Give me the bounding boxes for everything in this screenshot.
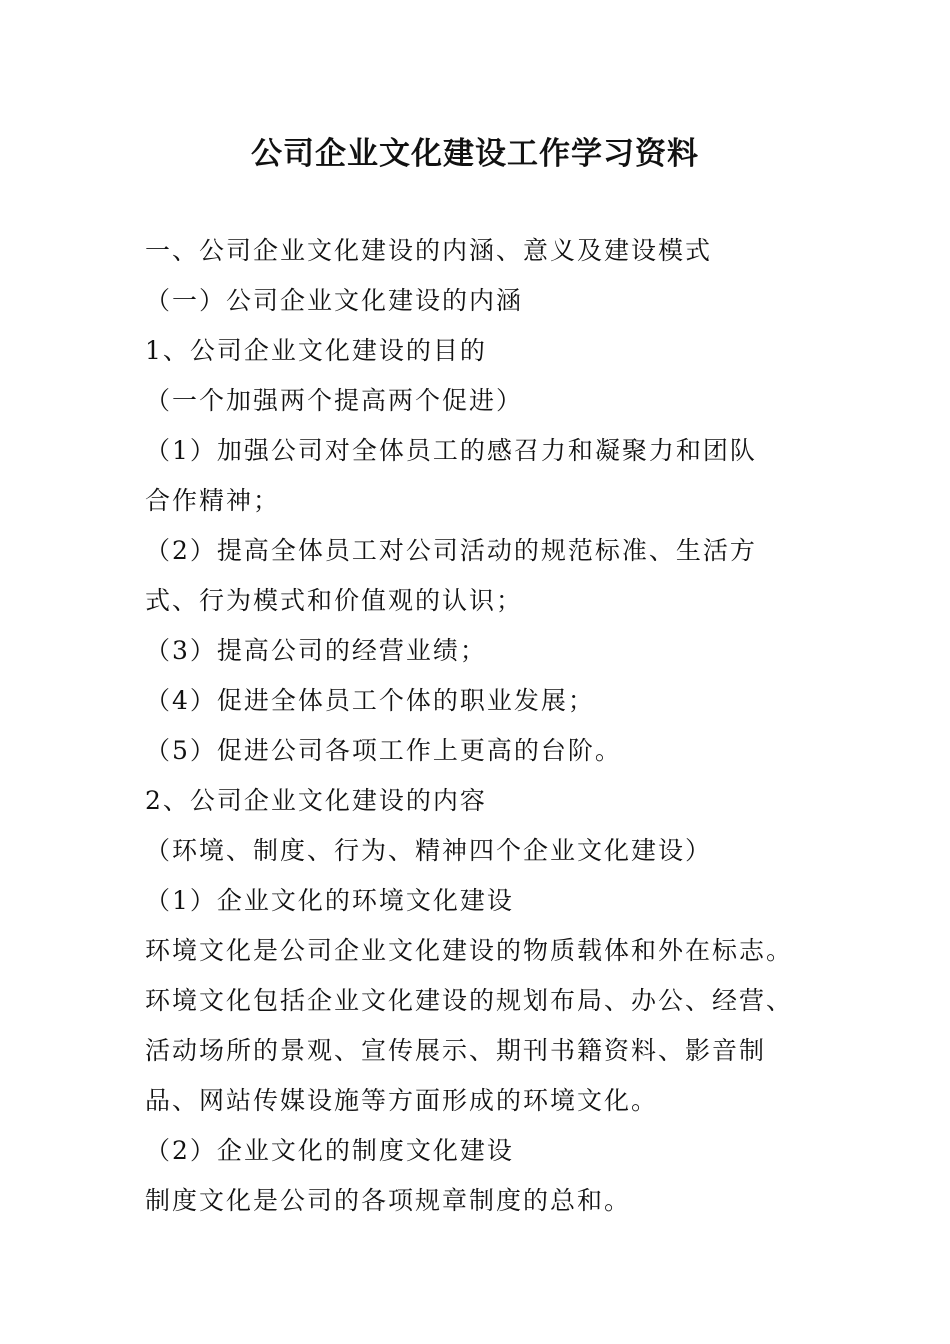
text-line: 制度文化是公司的各项规章制度的总和。: [145, 1186, 632, 1215]
text-line: （5）促进公司各项工作上更高的台阶。: [145, 736, 622, 765]
text-line: （1）加强公司对全体员工的感召力和凝聚力和团队: [145, 436, 757, 465]
text-line: （环境、制度、行为、精神四个企业文化建设）: [145, 836, 713, 865]
item-heading: 2、公司企业文化建设的内容: [145, 786, 487, 815]
text-line: （1）企业文化的环境文化建设: [145, 886, 514, 915]
text-line: （4）促进全体员工个体的职业发展；: [145, 686, 595, 715]
text-line: 品、网站传媒设施等方面形成的环境文化。: [145, 1086, 659, 1115]
text-line: （3）提高公司的经营业绩；: [145, 636, 487, 665]
document-title: 公司企业文化建设工作学习资料: [251, 136, 699, 172]
item-heading: 1、公司企业文化建设的目的: [145, 336, 487, 365]
text-line: （2）提高全体员工对公司活动的规范标准、生活方: [145, 536, 757, 565]
subsection-heading: （一）公司企业文化建设的内涵: [145, 286, 524, 315]
section-heading: 一、公司企业文化建设的内涵、意义及建设模式: [145, 236, 713, 265]
text-line: （一个加强两个提高两个促进）: [145, 386, 524, 415]
text-line: 环境文化包括企业文化建设的规划布局、办公、经营、: [145, 986, 794, 1015]
text-line: 环境文化是公司企业文化建设的物质载体和外在标志。: [145, 936, 794, 965]
text-line: 活动场所的景观、宣传展示、期刊书籍资料、影音制: [145, 1036, 767, 1065]
document-body: [145, 226, 845, 1226]
text-line: 合作精神；: [145, 486, 281, 515]
text-line: 式、行为模式和价值观的认识；: [145, 586, 524, 615]
text-line: （2）企业文化的制度文化建设: [145, 1136, 514, 1165]
